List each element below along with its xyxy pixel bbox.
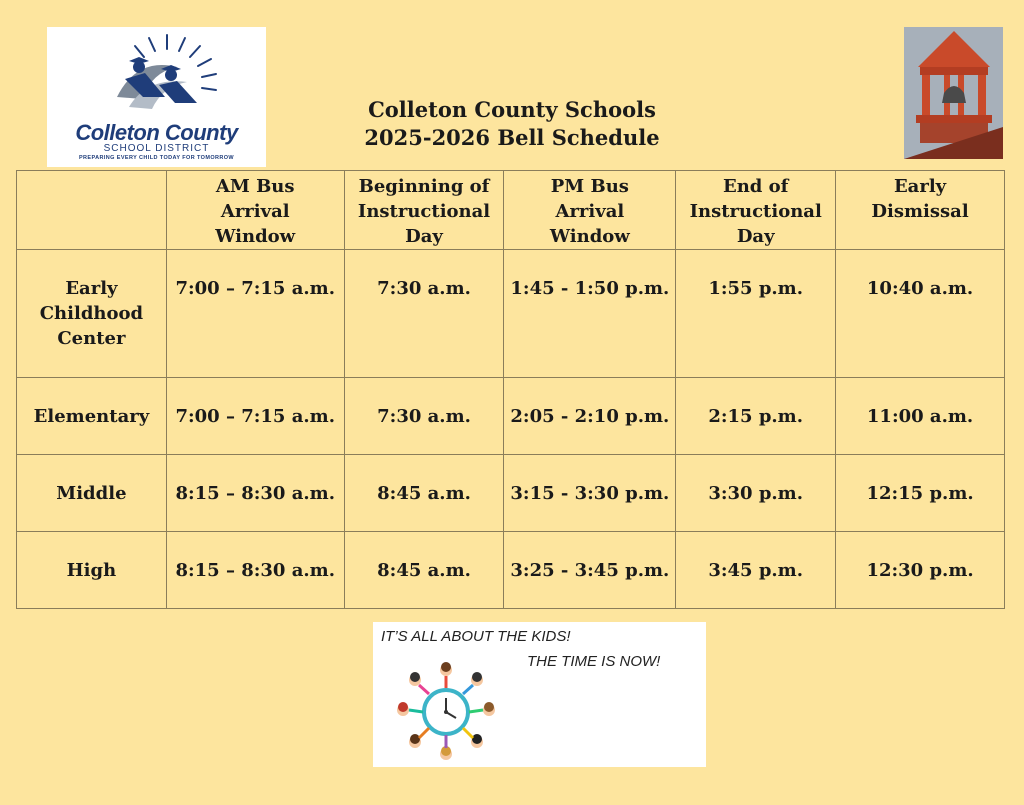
- header-cell-blank: [17, 171, 167, 250]
- table-cell: 10:40 a.m.: [836, 250, 1005, 378]
- header-early-dismissal: Early Dismissal: [836, 171, 1005, 250]
- row-label: Elementary: [17, 378, 167, 455]
- logo-name: Colleton County: [75, 120, 238, 145]
- table-cell: 2:05 - 2:10 p.m.: [504, 378, 676, 455]
- logo-tagline: PREPARING EVERY CHILD TODAY FOR TOMORROW: [78, 155, 235, 161]
- table-row: [17, 532, 1005, 609]
- bell-tower-photo: [904, 27, 1003, 159]
- table-cell: 7:30 a.m.: [344, 250, 504, 378]
- graduates-sunburst-icon: [47, 27, 266, 122]
- table-cell: 3:45 p.m.: [676, 532, 836, 609]
- table-cell: 12:30 p.m.: [836, 532, 1005, 609]
- kids-around-clock-icon: [391, 662, 501, 762]
- table-cell: 8:45 a.m.: [344, 532, 504, 609]
- table-row: [17, 455, 1005, 532]
- row-label: Early Childhood Center: [17, 250, 167, 378]
- table-cell: 8:15 – 8:30 a.m.: [166, 455, 344, 532]
- table-cell: 1:45 - 1:50 p.m.: [504, 250, 676, 378]
- title-line-1: Colleton County Schools: [368, 97, 656, 122]
- district-logo: [47, 27, 266, 167]
- title-line-2: 2025-2026 Bell Schedule: [364, 125, 660, 150]
- header-beginning-of-day: Beginning of Instructional Day: [344, 171, 504, 250]
- row-label: High: [17, 532, 167, 609]
- table-header-row: [17, 171, 1005, 250]
- table-cell: 8:15 – 8:30 a.m.: [166, 532, 344, 609]
- table-cell: 7:30 a.m.: [344, 378, 504, 455]
- table-cell: 2:15 p.m.: [676, 378, 836, 455]
- logo-subtitle: SCHOOL DISTRICT: [103, 143, 210, 154]
- banner-line-2: THE TIME IS NOW!: [527, 653, 661, 670]
- table-cell: 7:00 – 7:15 a.m.: [166, 378, 344, 455]
- table-row: [17, 378, 1005, 455]
- table-cell: 3:15 - 3:30 p.m.: [504, 455, 676, 532]
- kids-banner: [373, 622, 706, 767]
- row-label: Middle: [17, 455, 167, 532]
- table-cell: 3:30 p.m.: [676, 455, 836, 532]
- table-cell: 1:55 p.m.: [676, 250, 836, 378]
- header-am-bus-arrival: AM Bus Arrival Window: [166, 171, 344, 250]
- table-cell: 7:00 – 7:15 a.m.: [166, 250, 344, 378]
- bell-schedule-table: [16, 170, 1005, 609]
- banner-line-1: IT’S ALL ABOUT THE KIDS!: [381, 628, 571, 645]
- bell-tower-icon: [904, 27, 1003, 159]
- header-end-of-day: End of Instructional Day: [676, 171, 836, 250]
- table-cell: 3:25 - 3:45 p.m.: [504, 532, 676, 609]
- table-row: [17, 250, 1005, 378]
- header-pm-bus-arrival: PM Bus Arrival Window: [504, 171, 676, 250]
- table-cell: 11:00 a.m.: [836, 378, 1005, 455]
- table-cell: 12:15 p.m.: [836, 455, 1005, 532]
- page-title: [300, 96, 724, 152]
- table-cell: 8:45 a.m.: [344, 455, 504, 532]
